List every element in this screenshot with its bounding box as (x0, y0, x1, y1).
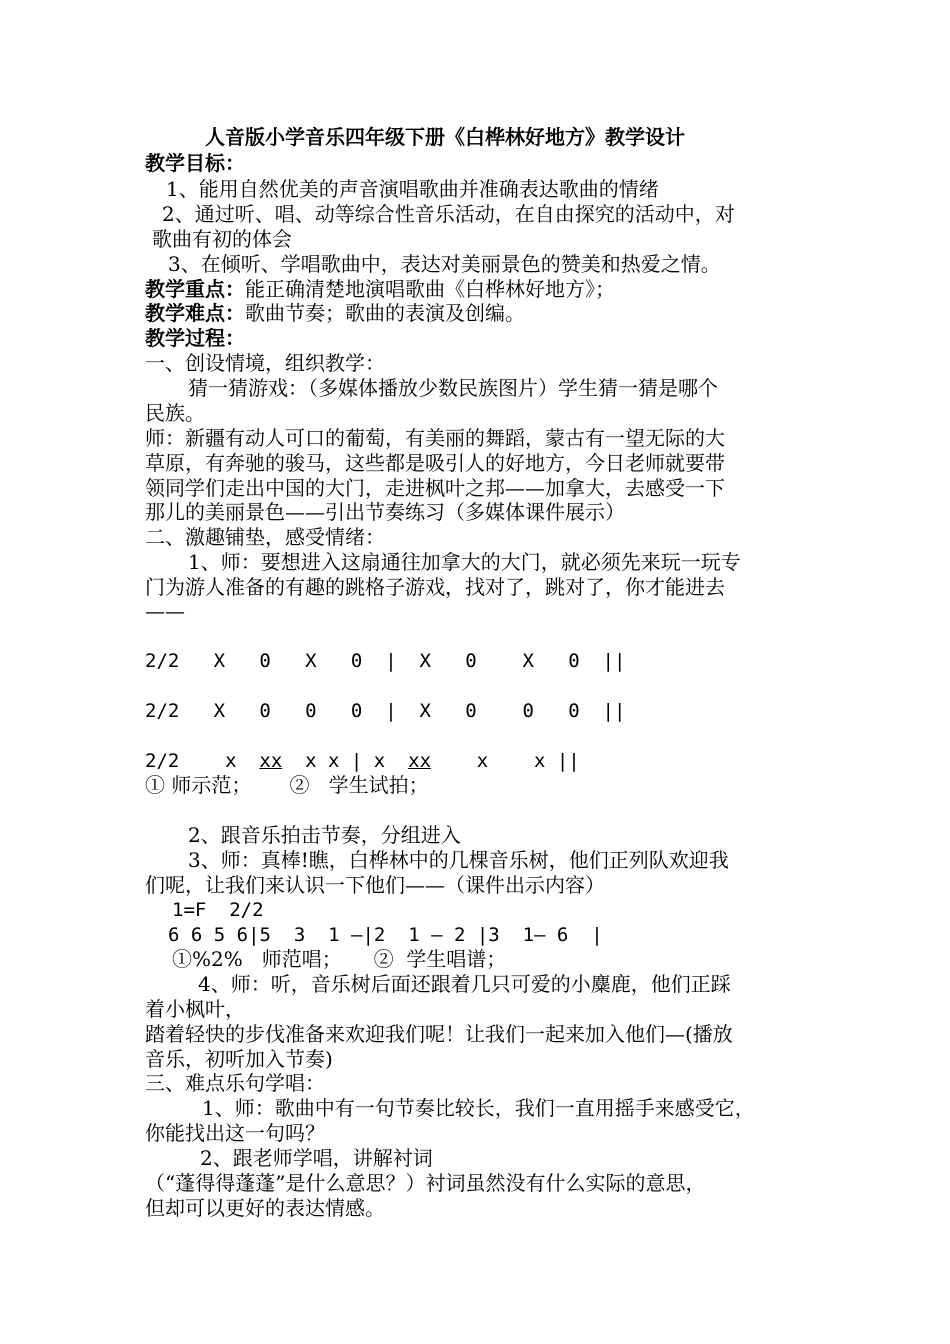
section-3-para-1-line-2: 你能找出这一句吗？ (145, 1121, 325, 1145)
rhythm-3-underlined-b: xx (408, 750, 432, 772)
focus-line (145, 276, 615, 302)
rhythm-line-3 (145, 748, 580, 774)
song-key: 1=F 2/2 (172, 899, 264, 921)
section-3-para-3-line-2: 但却可以更好的表达情感。 (145, 1196, 385, 1220)
section-1-para-1-line-2: 民族。 (145, 401, 205, 425)
section-2-para-4-line-4: 音乐，初听加入节奏) (145, 1047, 333, 1071)
section-2-demo-steps: ① 师示范； ② 学生试拍； (145, 773, 429, 797)
section-2-para-3-line-2: 们呢，让我们来认识一下他们——（课件出示内容） (145, 873, 605, 897)
document-title: 人音版小学音乐四年级下册《白桦林好地方》教学设计 (205, 125, 685, 149)
section-2-para-3-line-1: 3、师：真棒!瞧，白桦林中的几棵音乐树，他们正列队欢迎我 (188, 848, 729, 872)
rhythm-line-1: 2/2 X 0 X 0 | X 0 X 0 || (145, 650, 626, 672)
song-notes: 6 6 5 6|5 3 1 —|2 1 — 2 |3 1— 6 | (168, 924, 603, 946)
section-3-para-3-line-1: （“蓬得得蓬蓬”是什么意思？）衬词虽然没有什么实际的意思， (145, 1171, 706, 1195)
section-2-para-2: 2、跟音乐拍击节奏，分组进入 (188, 823, 461, 847)
difficulty-label: 教学难点： (145, 301, 245, 325)
section-3-para-1-line-1: 1、师：歌曲中有一句节奏比较长，我们一直用摇手来感受它， (202, 1096, 755, 1120)
section-2-sing-steps: ①%2% 师范唱； ② 学生唱谱； (172, 947, 507, 971)
section-3-para-2: 2、跟老师学唱，讲解衬词 (200, 1146, 433, 1170)
objective-3: 3、在倾听、学唱歌曲中，表达对美丽景色的赞美和热爱之情。 (168, 252, 721, 276)
section-2-heading: 二、激趣铺垫，感受情绪： (145, 525, 385, 549)
objective-2-line-2: 歌曲有初的体会 (152, 227, 292, 251)
difficulty-text: 歌曲节奏；歌曲的表演及创编。 (245, 301, 525, 325)
objectives-label: 教学目标： (145, 151, 245, 175)
objective-1: 1、能用自然优美的声音演唱歌曲并准确表达歌曲的情绪 (166, 177, 659, 201)
section-1-para-1-line-1: 猜一猜游戏：（多媒体播放少数民族图片）学生猜一猜是哪个 (188, 376, 718, 400)
rhythm-3-part-c: x x | x (282, 750, 409, 772)
section-2-para-1-line-1: 1、师：要想进入这扇通往加拿大的大门，就必须先来玩一玩专 (188, 550, 741, 574)
focus-text: 能正确清楚地演唱歌曲《白桦林好地方》； (245, 277, 615, 301)
section-2-para-4-line-1: 4、师：听，音乐树后面还跟着几只可爱的小麋鹿，他们正踩 (198, 972, 731, 996)
process-label: 教学过程： (145, 326, 245, 350)
section-2-para-1-line-2: 门为游人准备的有趣的跳格子游戏，找对了，跳对了，你才能进去 (145, 575, 725, 599)
difficulty-line (145, 300, 525, 326)
rhythm-3-part-e: x x || (431, 750, 580, 772)
section-1-para-2-line-2: 草原，有奔驰的骏马，这些都是吸引人的好地方，今日老师就要带 (145, 451, 725, 475)
focus-label: 教学重点： (145, 277, 245, 301)
section-1-heading: 一、创设情境，组织教学： (145, 351, 385, 375)
objective-2-line-1: 2、通过听、唱、动等综合性音乐活动，在自由探究的活动中，对 (162, 202, 735, 226)
rhythm-line-2: 2/2 X 0 0 0 | X 0 0 0 || (145, 700, 626, 722)
section-1-para-2-line-4: 那儿的美丽景色——引出节奏练习（多媒体课件展示） (145, 500, 625, 524)
section-2-para-4-line-3: 踏着轻快的步伐准备来欢迎我们呢！让我们一起来加入他们—(播放 (145, 1022, 733, 1046)
section-3-heading: 三、难点乐句学唱： (145, 1071, 325, 1095)
section-2-para-1-line-3: —— (145, 599, 185, 623)
rhythm-3-part-a: 2/2 x (145, 750, 260, 772)
section-1-para-2-line-1: 师：新疆有动人可口的葡萄，有美丽的舞蹈，蒙古有一望无际的大 (145, 426, 725, 450)
section-1-para-2-line-3: 领同学们走出中国的大门，走进枫叶之邦——加拿大，去感受一下 (145, 476, 725, 500)
rhythm-3-underlined-a: xx (259, 750, 283, 772)
section-2-para-4-line-2: 着小枫叶， (145, 997, 245, 1021)
